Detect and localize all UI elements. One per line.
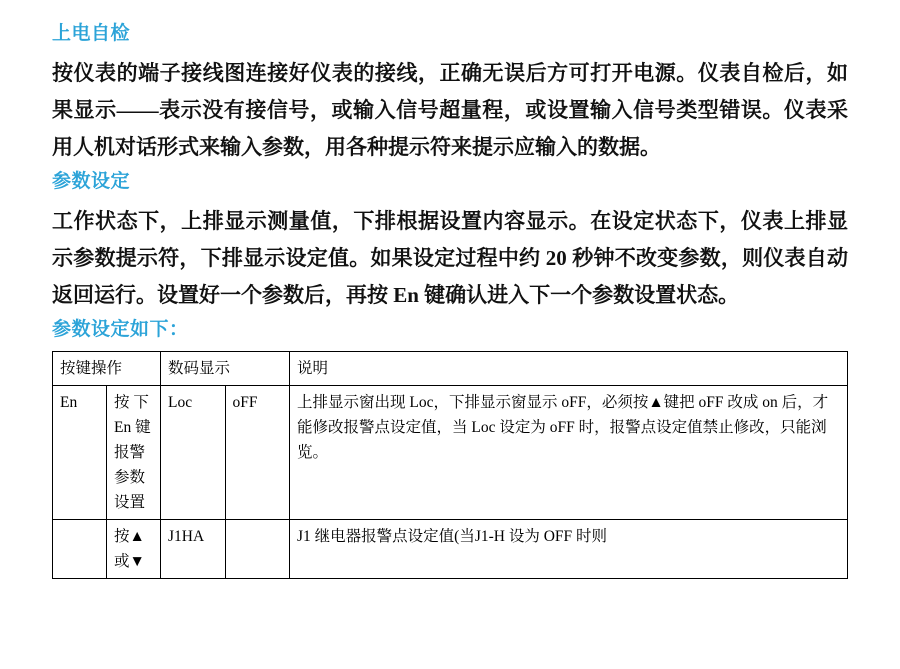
table-row [53, 520, 848, 579]
cell-action-0: 按 下 En 键报警参数设置 [107, 386, 161, 520]
document-content [0, 18, 900, 579]
cell-description-1: J1 继电器报警点设定值(当J1-H 设为 OFF 时则 [290, 520, 848, 579]
parameter-settings-table [52, 351, 848, 579]
table-header-description: 说明 [290, 352, 848, 386]
cell-display-lower-0: oFF [225, 386, 290, 520]
table-header-row [53, 352, 848, 386]
paragraph-power-on-self-test: 按仪表的端子接线图连接好仪表的接线，正确无误后方可打开电源。仪表自检后，如果显示——表示没有接信号，或输入信号超量程，或设置输入信号类型错误。仪表采用人机对话形式来输入参数，用各种提示符来提示应输入的数据。 [52, 61, 848, 159]
cell-description-0: 上排显示窗出现 Loc，下排显示窗显示 oFF，必须按▲键把 oFF 改成 on 后，才能修改报警点设定值，当 Loc 设定为 oFF 时，报警点设定值禁止修改，只能浏览。 [290, 386, 848, 520]
table-row [53, 386, 848, 520]
table-header-digital-display: 数码显示 [161, 352, 290, 386]
paragraph-parameter-setting: 工作状态下，上排显示测量值，下排根据设置内容显示。在设定状态下，仪表上排显示参数提示符，下排显示设定值。如果设定过程中约 20 秒钟不改变参数，则仪表自动返回运行。设置好一个参数后，再按 En 键确认进入下一个参数设置状态。 [52, 209, 848, 307]
cell-key-1 [53, 520, 107, 579]
cell-display-upper-0: Loc [161, 386, 226, 520]
heading-parameter-setting: 参数设定 [52, 171, 131, 192]
page-top-margin [0, 0, 900, 18]
cell-display-upper-1: J1HA [161, 520, 226, 579]
heading-parameter-table: 参数设定如下： [52, 319, 189, 340]
cell-action-1: 按▲或▼ [107, 520, 161, 579]
cell-key-0: En [53, 386, 107, 520]
heading-power-on-self-test: 上电自检 [52, 23, 131, 44]
table-header-key-operation: 按键操作 [53, 352, 161, 386]
cell-display-lower-1 [225, 520, 290, 579]
